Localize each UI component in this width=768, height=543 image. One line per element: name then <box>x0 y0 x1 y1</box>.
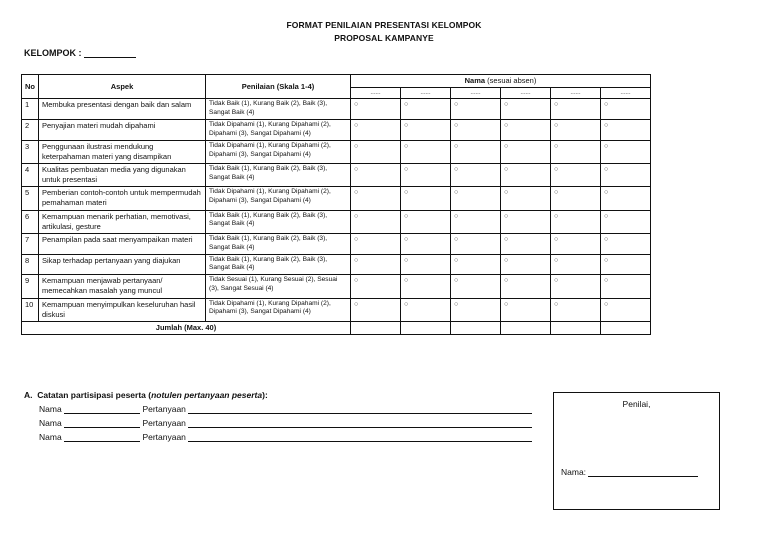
score-cell[interactable]: ○ <box>501 298 551 321</box>
score-cell[interactable]: ○ <box>551 99 601 120</box>
student-name-cell[interactable]: ...... <box>501 88 551 99</box>
score-cell[interactable]: ○ <box>551 210 601 233</box>
note-row <box>39 432 532 442</box>
notes-heading <box>24 390 268 400</box>
table-row <box>22 233 651 254</box>
total-cell[interactable] <box>501 321 551 334</box>
row-aspek: Membuka presentasi dengan baik dan salam <box>39 99 206 120</box>
score-cell[interactable]: ○ <box>451 298 501 321</box>
total-cell[interactable] <box>601 321 651 334</box>
row-number: 8 <box>22 254 39 275</box>
table-row <box>22 140 651 163</box>
row-aspek: Pemberian contoh-contoh untuk mempermudah pemahaman materi <box>39 187 206 210</box>
student-name-cell[interactable]: ...... <box>451 88 501 99</box>
table-row <box>22 99 651 120</box>
score-cell[interactable]: ○ <box>551 140 601 163</box>
header-aspek: Aspek <box>39 75 206 99</box>
row-number: 7 <box>22 233 39 254</box>
row-aspek: Kemampuan menyimpulkan keseluruhan hasil diskusi <box>39 298 206 321</box>
score-cell[interactable]: ○ <box>401 187 451 210</box>
score-cell[interactable]: ○ <box>501 233 551 254</box>
row-number: 4 <box>22 164 39 187</box>
score-cell[interactable]: ○ <box>401 164 451 187</box>
table-row <box>22 120 651 141</box>
row-penilaian: Tidak Baik (1), Kurang Baik (2), Baik (3), Sangat Baik (4) <box>206 254 351 275</box>
row-number: 2 <box>22 120 39 141</box>
student-name-cell[interactable]: ...... <box>601 88 651 99</box>
score-cell[interactable]: ○ <box>451 275 501 298</box>
pertanyaan-label: Pertanyaan <box>142 418 186 428</box>
penilai-nama-label: Nama: <box>561 467 587 477</box>
row-aspek: Sikap terhadap pertanyaan yang diajukan <box>39 254 206 275</box>
kelompok-blank[interactable] <box>84 48 136 58</box>
nama-label: Nama <box>39 432 62 442</box>
row-number: 1 <box>22 99 39 120</box>
row-aspek: Penyajian materi mudah dipahami <box>39 120 206 141</box>
score-cell[interactable]: ○ <box>451 140 501 163</box>
notes-heading-text: Catatan partisipasi peserta ( <box>37 390 152 400</box>
score-cell[interactable]: ○ <box>551 187 601 210</box>
total-cell[interactable] <box>351 321 401 334</box>
table-row <box>22 298 651 321</box>
form-subtitle: PROPOSAL KAMPANYE <box>334 33 434 43</box>
row-penilaian: Tidak Sesuai (1), Kurang Sesuai (2), Sesuai (3), Sangat Sesuai (4) <box>206 275 351 298</box>
score-cell[interactable]: ○ <box>351 164 401 187</box>
nama-label: Nama <box>39 418 62 428</box>
score-cell[interactable]: ○ <box>501 120 551 141</box>
notes-section <box>24 390 268 442</box>
score-cell[interactable]: ○ <box>401 233 451 254</box>
pertanyaan-label: Pertanyaan <box>142 432 186 442</box>
score-cell[interactable]: ○ <box>601 254 651 275</box>
header-penilaian: Penilaian (Skala 1-4) <box>206 75 351 99</box>
row-number: 3 <box>22 140 39 163</box>
score-cell[interactable]: ○ <box>551 275 601 298</box>
table-row <box>22 210 651 233</box>
row-penilaian: Tidak Baik (1), Kurang Baik (2), Baik (3), Sangat Baik (4) <box>206 99 351 120</box>
row-aspek: Kemampuan menjawab pertanyaan/ memecahkan masalah yang muncul <box>39 275 206 298</box>
row-penilaian: Tidak Dipahami (1), Kurang Dipahami (2), Dipahami (3), Sangat Dipahami (4) <box>206 298 351 321</box>
penilai-box <box>553 392 720 510</box>
pertanyaan-blank[interactable] <box>188 418 532 428</box>
score-cell[interactable]: ○ <box>601 210 651 233</box>
notes-heading-end: ): <box>262 390 268 400</box>
table-row <box>22 187 651 210</box>
score-cell[interactable]: ○ <box>351 210 401 233</box>
note-row <box>39 418 532 428</box>
kelompok-field <box>24 48 136 58</box>
student-name-cell[interactable]: ...... <box>351 88 401 99</box>
header-no: No <box>22 75 39 99</box>
row-penilaian: Tidak Baik (1), Kurang Baik (2), Baik (3), Sangat Baik (4) <box>206 164 351 187</box>
nama-blank[interactable] <box>64 404 140 414</box>
row-aspek: Kemampuan menarik perhatian, memotivasi, artikulasi, gesture <box>39 210 206 233</box>
form-title: FORMAT PENILAIAN PRESENTASI KELOMPOK <box>286 20 482 30</box>
row-penilaian: Tidak Baik (1), Kurang Baik (2), Baik (3), Sangat Baik (4) <box>206 210 351 233</box>
score-cell[interactable]: ○ <box>351 140 401 163</box>
total-label: Jumlah (Max. 40) <box>22 321 351 334</box>
penilai-nama-blank[interactable] <box>588 467 698 477</box>
nama-blank[interactable] <box>64 418 140 428</box>
total-row <box>22 321 651 334</box>
student-name-cell[interactable]: ...... <box>551 88 601 99</box>
score-cell[interactable]: ○ <box>601 164 651 187</box>
penilai-nama <box>561 467 698 477</box>
score-cell[interactable]: ○ <box>351 120 401 141</box>
total-cell[interactable] <box>401 321 451 334</box>
assessment-table <box>21 74 651 335</box>
score-cell[interactable]: ○ <box>601 120 651 141</box>
score-cell[interactable]: ○ <box>401 275 451 298</box>
row-aspek: Penampilan pada saat menyampaikan materi <box>39 233 206 254</box>
pertanyaan-blank[interactable] <box>188 404 532 414</box>
score-cell[interactable]: ○ <box>401 120 451 141</box>
row-aspek: Penggunaan ilustrasi mendukung keterpahaman materi yang disampikan <box>39 140 206 163</box>
score-cell[interactable]: ○ <box>401 140 451 163</box>
total-cell[interactable] <box>451 321 501 334</box>
note-row <box>39 404 532 414</box>
score-cell[interactable]: ○ <box>401 99 451 120</box>
score-cell[interactable]: ○ <box>401 254 451 275</box>
row-aspek: Kualitas pembuatan media yang digunakan untuk presentasi <box>39 164 206 187</box>
score-cell[interactable]: ○ <box>501 164 551 187</box>
row-number: 10 <box>22 298 39 321</box>
score-cell[interactable]: ○ <box>601 99 651 120</box>
kelompok-label: KELOMPOK : <box>24 48 82 58</box>
score-cell[interactable]: ○ <box>401 298 451 321</box>
row-penilaian: Tidak Baik (1), Kurang Baik (2), Baik (3), Sangat Baik (4) <box>206 233 351 254</box>
total-cell[interactable] <box>551 321 601 334</box>
header-nama-note: (sesuai absen) <box>487 76 537 85</box>
score-cell[interactable]: ○ <box>501 99 551 120</box>
score-cell[interactable]: ○ <box>501 140 551 163</box>
score-cell[interactable]: ○ <box>601 275 651 298</box>
row-penilaian: Tidak Dipahami (1), Kurang Dipahami (2), Dipahami (3), Sangat Dipahami (4) <box>206 120 351 141</box>
score-cell[interactable]: ○ <box>401 210 451 233</box>
table-body <box>22 99 651 322</box>
nama-label: Nama <box>39 404 62 414</box>
table-row <box>22 275 651 298</box>
header-nama <box>351 75 651 88</box>
score-cell[interactable]: ○ <box>601 140 651 163</box>
score-cell[interactable]: ○ <box>451 164 501 187</box>
row-number: 6 <box>22 210 39 233</box>
score-cell[interactable]: ○ <box>501 187 551 210</box>
score-cell[interactable]: ○ <box>551 120 601 141</box>
score-cell[interactable]: ○ <box>351 187 401 210</box>
score-cell[interactable]: ○ <box>601 187 651 210</box>
table-row <box>22 164 651 187</box>
score-cell[interactable]: ○ <box>601 298 651 321</box>
nama-blank[interactable] <box>64 432 140 442</box>
score-cell[interactable]: ○ <box>451 187 501 210</box>
score-cell[interactable]: ○ <box>451 233 501 254</box>
row-penilaian: Tidak Dipahami (1), Kurang Dipahami (2), Dipahami (3), Sangat Dipahami (4) <box>206 187 351 210</box>
row-number: 5 <box>22 187 39 210</box>
score-cell[interactable]: ○ <box>601 233 651 254</box>
row-penilaian: Tidak Dipahami (1), Kurang Dipahami (2), Dipahami (3), Sangat Dipahami (4) <box>206 140 351 163</box>
notes-letter: A. <box>24 390 33 400</box>
pertanyaan-label: Pertanyaan <box>142 404 186 414</box>
header-nama-label: Nama <box>464 76 486 85</box>
score-cell[interactable]: ○ <box>351 99 401 120</box>
score-cell[interactable]: ○ <box>551 164 601 187</box>
row-number: 9 <box>22 275 39 298</box>
score-cell[interactable]: ○ <box>501 210 551 233</box>
score-cell[interactable]: ○ <box>451 254 501 275</box>
score-cell[interactable]: ○ <box>451 99 501 120</box>
penilai-label: Penilai, <box>622 399 651 409</box>
score-cell[interactable]: ○ <box>351 298 401 321</box>
notes-heading-italic: notulen pertanyaan peserta <box>151 390 263 400</box>
score-cell[interactable]: ○ <box>351 275 401 298</box>
score-cell[interactable]: ○ <box>351 254 401 275</box>
score-cell[interactable]: ○ <box>501 254 551 275</box>
table-row <box>22 254 651 275</box>
score-cell[interactable]: ○ <box>501 275 551 298</box>
score-cell[interactable]: ○ <box>551 233 601 254</box>
score-cell[interactable]: ○ <box>451 210 501 233</box>
pertanyaan-blank[interactable] <box>188 432 532 442</box>
score-cell[interactable]: ○ <box>551 254 601 275</box>
student-name-cell[interactable]: ...... <box>401 88 451 99</box>
score-cell[interactable]: ○ <box>351 233 401 254</box>
score-cell[interactable]: ○ <box>451 120 501 141</box>
score-cell[interactable]: ○ <box>551 298 601 321</box>
